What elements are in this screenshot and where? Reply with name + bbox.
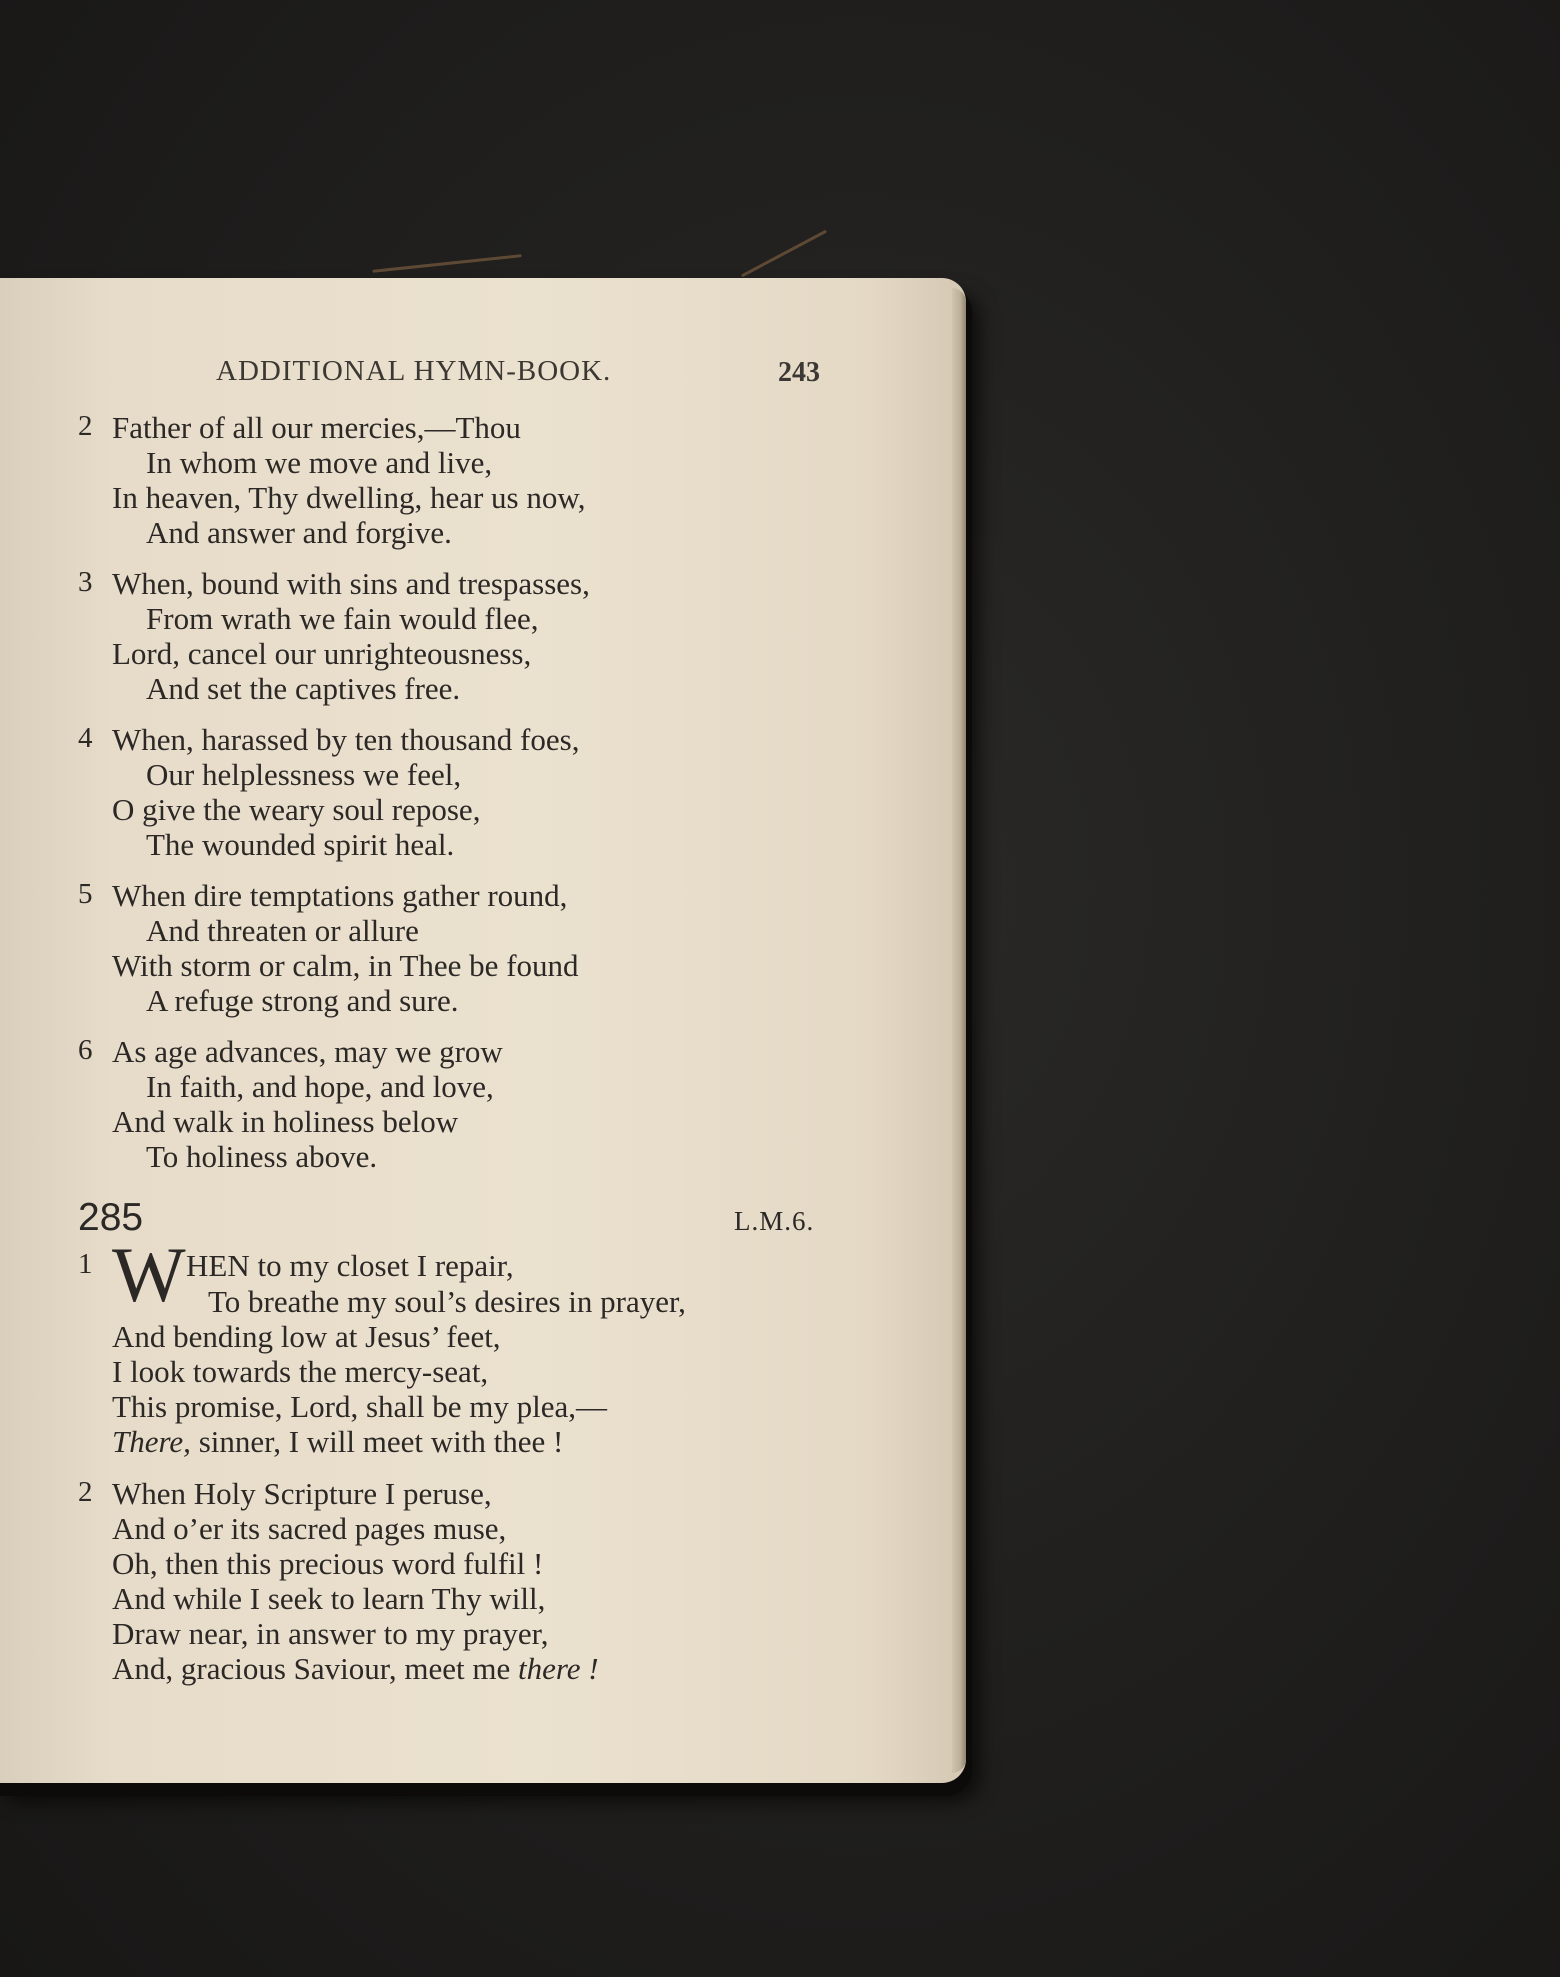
- verse-line-start: And, gracious Saviour, meet me: [112, 1651, 518, 1686]
- verse-line: The wounded spirit heal.: [146, 827, 455, 862]
- verse-line: And answer and forgive.: [146, 515, 452, 550]
- page-edge: [952, 288, 966, 1773]
- italic-word: There,: [112, 1424, 191, 1459]
- verse-line: When dire temptations gather round,: [112, 878, 568, 913]
- verse-line: [112, 1651, 599, 1687]
- verse-line: To breathe my soul’s desires in prayer,: [208, 1284, 686, 1319]
- verse-line: As age advances, may we grow: [112, 1034, 503, 1069]
- verse-line: O give the weary soul repose,: [112, 792, 481, 827]
- verse-line: And set the captives free.: [146, 671, 461, 706]
- verse-line: And o’er its sacred pages muse,: [112, 1511, 507, 1546]
- verse-line: In whom we move and live,: [146, 445, 493, 480]
- verse-line: A refuge strong and sure.: [146, 983, 459, 1018]
- stanza-number: 3: [78, 566, 93, 598]
- verse-line: I look towards the mercy-seat,: [112, 1354, 489, 1389]
- verse-line: And while I seek to learn Thy will,: [112, 1581, 546, 1616]
- page-header: [0, 355, 830, 395]
- verse-line: When, bound with sins and trespasses,: [112, 566, 590, 601]
- verse-line: And bending low at Jesus’ feet,: [112, 1319, 501, 1354]
- italic-word: there !: [517, 1651, 599, 1686]
- verse-line: In faith, and hope, and love,: [146, 1069, 494, 1104]
- stanza-number: 6: [78, 1034, 93, 1066]
- running-title: ADDITIONAL HYMN-BOOK.: [216, 355, 612, 387]
- verse-line: And threaten or allure: [146, 913, 419, 948]
- stanza-number: 4: [78, 722, 93, 754]
- stanza-number: 2: [78, 410, 93, 442]
- verse-line: Father of all our mercies,—Thou: [112, 410, 521, 445]
- verse-line: From wrath we fain would flee,: [146, 601, 539, 636]
- stanza-number: 2: [78, 1476, 93, 1508]
- verse-line-rest: sinner, I will meet with thee !: [190, 1424, 564, 1459]
- verse-line: Oh, then this precious word fulfil !: [112, 1546, 544, 1581]
- verse-line: Our helplessness we feel,: [146, 757, 462, 792]
- stanza-number: 1: [78, 1248, 93, 1280]
- verse-line: Lord, cancel our unrighteousness,: [112, 636, 532, 671]
- verse-line: In heaven, Thy dwelling, hear us now,: [112, 480, 586, 515]
- verse-line: When Holy Scripture I peruse,: [112, 1476, 492, 1511]
- verse-line: And walk in holiness below: [112, 1104, 459, 1139]
- verse-line: With storm or calm, in Thee be found: [112, 948, 579, 983]
- page-number: 243: [778, 357, 820, 388]
- verse-line: To holiness above.: [146, 1139, 378, 1174]
- verse-line: This promise, Lord, shall be my plea,—: [112, 1389, 608, 1424]
- verse-line: Draw near, in answer to my prayer,: [112, 1616, 549, 1651]
- drop-cap: W: [112, 1231, 186, 1318]
- verse-line: HEN to my closet I repair,: [186, 1248, 514, 1283]
- hymn-meter: L.M.6.: [734, 1206, 815, 1236]
- hymn-number: 285: [78, 1196, 144, 1239]
- stanza-number: 5: [78, 878, 93, 910]
- verse-line: When, harassed by ten thousand foes,: [112, 722, 580, 757]
- verse-line: [112, 1424, 563, 1460]
